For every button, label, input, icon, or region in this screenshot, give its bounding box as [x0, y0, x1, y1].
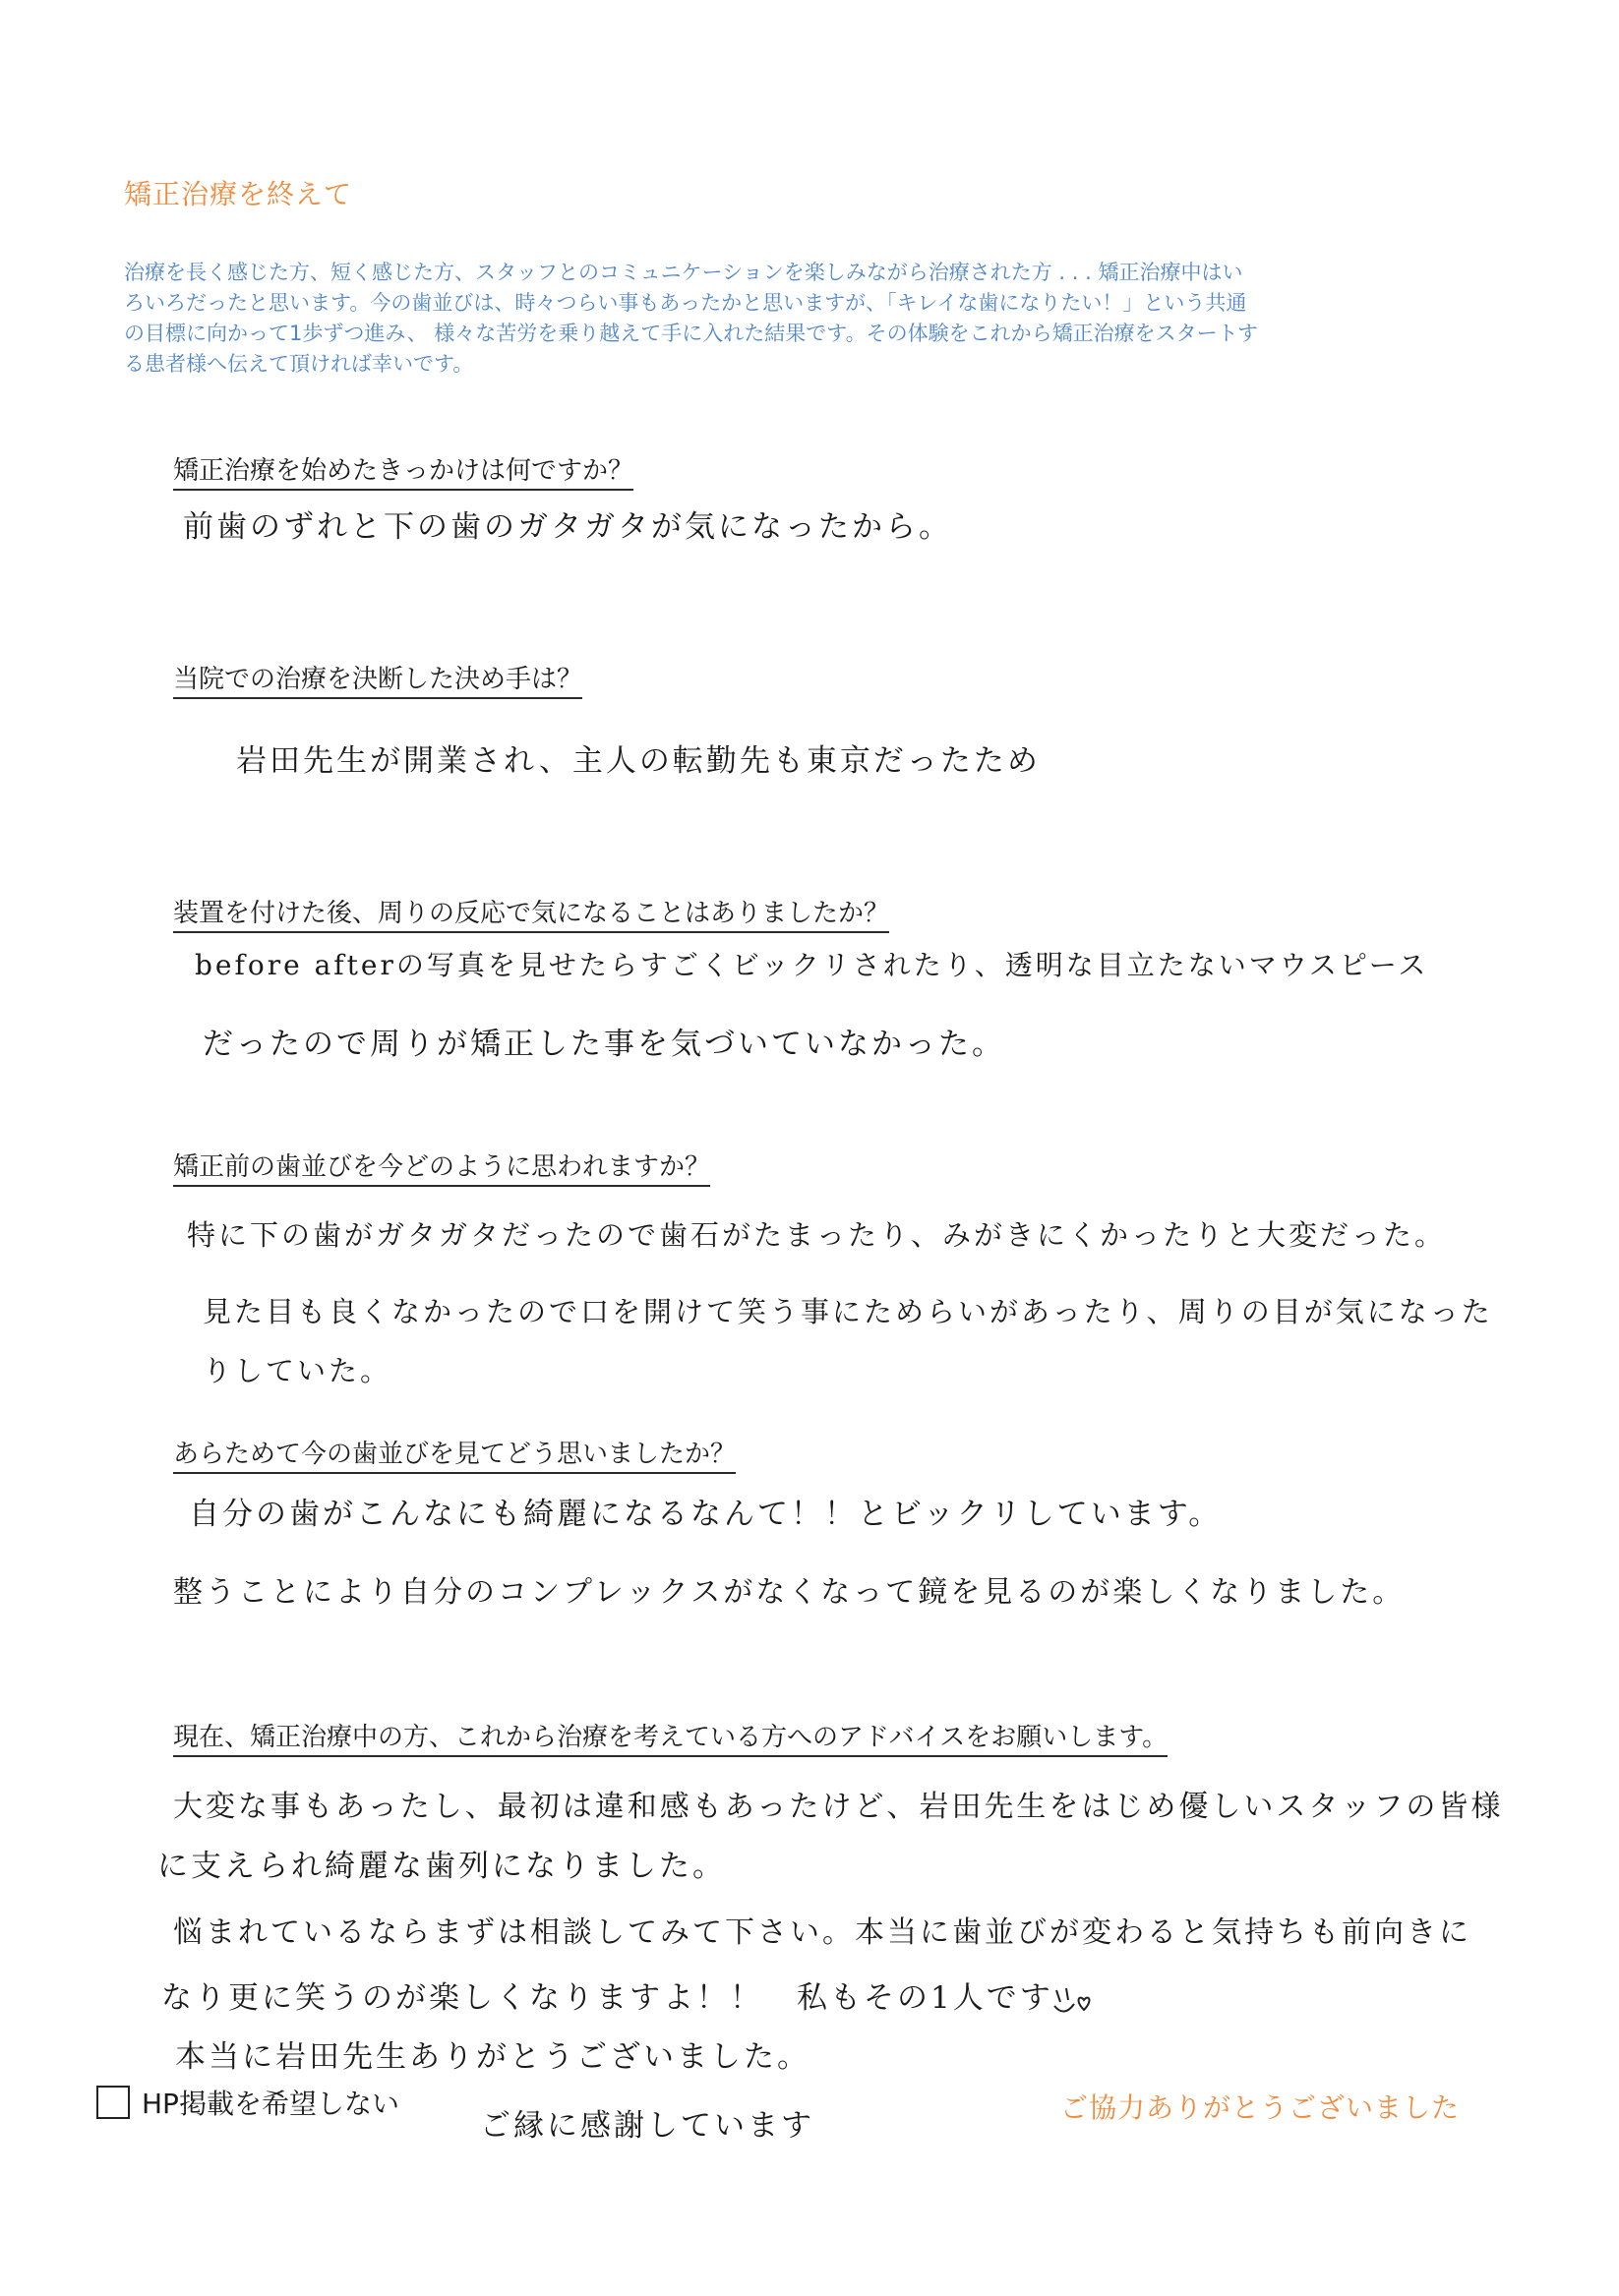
answer-4-line: 特に下の歯がガタガタだったので歯石がたまったり、みがきにくかったりと大変だった。 [187, 1218, 1447, 1252]
question-1: 矯正治療を始めたきっかけは何ですか？ [173, 450, 633, 491]
answer-6-line: 悩まれているならまずは相談してみて下さい。本当に歯並びが変わると気持ちも前向きに [173, 1915, 1471, 1950]
hp-opt-out-label: HP掲載を希望しない [142, 2088, 399, 2120]
answer-6-line: 大変な事もあったし、最初は違和感もあったけど、岩田先生をはじめ優しいスタッフの皆様 [173, 1790, 1504, 1824]
answer-5-line: 自分の歯がこんなにも綺麗になるなんて！！とビックリしています。 [189, 1497, 1223, 1532]
intro-line: 治療を長く感じた方、短く感じた方、スタッフとのコミュニケーションを楽しみながら治療された方 . . . 矯正治療中はい [124, 261, 1243, 284]
intro-line: の目標に向かって1歩ずつ進み、 様々な苦労を乗り越えて手に入れた結果です。その体験をこれから矯正治療をスタートす [124, 322, 1258, 345]
intro-line: る患者様へ伝えて頂ければ幸いです。 [124, 352, 474, 376]
answer-1-line: 前歯のずれと下の歯のガタガタが気になったから。 [183, 509, 952, 545]
hp-opt-out[interactable] [96, 2083, 399, 2122]
question-6: 現在、矯正治療中の方、これから治療を考えている方へのアドバイスをお願いします。 [173, 1717, 1168, 1757]
answer-5-line: 整うことにより自分のコンプレックスがなくなって鏡を見るのが楽しくなりました。 [173, 1575, 1406, 1610]
answer-6-line: なり更に笑うのが楽しくなりますよ！！ 私もその1人です [161, 1980, 1053, 2016]
answer-3-line: だったので周りが矯正した事を気づいていなかった。 [203, 1027, 1005, 1062]
question-5: あらためて今の歯並びを見てどう思いましたか？ [173, 1434, 736, 1474]
answer-4-line: 見た目も良くなかったので口を開けて笑う事にためらいがあったり、周りの目が気になった [203, 1295, 1493, 1328]
intro-text [124, 258, 1491, 380]
answer-6-line: に支えられ綺麗な歯列になりました。 [157, 1849, 726, 1884]
thanks-message: ご協力ありがとうございました [1060, 2091, 1461, 2124]
answer-6-line: ご縁に感謝しています [480, 2108, 814, 2144]
answer-3-line: before afterの写真を見せたらすごくビックリされたり、透明な目立たないマウスピース [195, 949, 1429, 981]
hp-opt-out-checkbox[interactable] [96, 2086, 130, 2119]
answer-2-line: 岩田先生が開業され、主人の転勤先も東京だったため [236, 743, 1041, 779]
answer-6-line: 本当に岩田先生ありがとうございました。 [175, 2039, 810, 2075]
question-2: 当院での治療を決断した決め手は？ [173, 659, 582, 699]
intro-line: ろいろだったと思います。今の歯並びは、時々つらい事もあったかと思いますが、「キレイな歯になりたい！」という共通 [124, 291, 1247, 315]
question-3: 装置を付けた後、周りの反応で気になることはありましたか？ [173, 893, 889, 933]
question-4: 矯正前の歯並びを今どのように思われますか？ [173, 1147, 710, 1187]
form-title: 矯正治療を終えて [124, 178, 353, 210]
smiley-heart-icon [1050, 1978, 1094, 2022]
answer-4-line: りしていた。 [203, 1354, 392, 1387]
